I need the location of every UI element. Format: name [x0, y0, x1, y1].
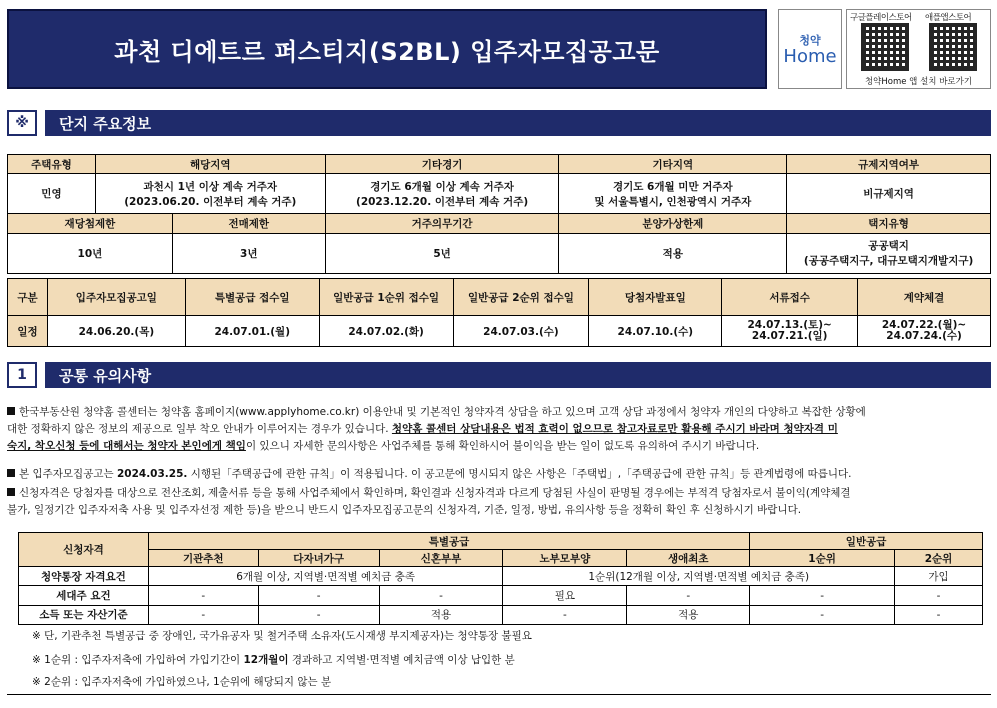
footnote-second-rank: ※ 2순위 : 입주자저축에 가입하였으나, 1순위에 해당되지 않는 분 [32, 676, 332, 688]
info-type: 민영 [8, 174, 96, 214]
sched-winner: 24.07.10.(수) [589, 316, 722, 347]
sched-second: 24.07.03.(수) [453, 316, 589, 347]
info-h-rewin: 재당첨제한 [8, 214, 173, 233]
qual-col-1: 다자녀가구 [258, 550, 379, 567]
qual-col-3: 노부모부양 [503, 550, 627, 567]
cheongyak-home-logo [778, 9, 842, 89]
qual-col-2: 신혼부부 [379, 550, 503, 567]
sched-special: 24.07.01.(월) [185, 316, 319, 347]
qual-cell: 필요 [503, 586, 627, 605]
section-header-common-notes [7, 362, 991, 388]
qual-col-0: 기관추천 [148, 550, 258, 567]
note-eligibility: 신청자격은 당첨자를 대상으로 전산조회, 제출서류 등을 통해 사업주체에서 확인하며, 확인결과 신청자격과 다르게 당첨된 사실이 판명될 경우에는 부적격 당첨자로서 불이익(계약체결 불가, 일정기간 입주자저축 사용 및 입주자선정 제한 등)을 받으니 반드시 입주자모집공고문의 신청자격, 기준, 일정, 방법, 유의사항 등을 정확히 확인 후 신청하시기 바랍니다. [7, 487, 851, 516]
info-residence: 5년 [325, 233, 559, 273]
qual-cell: - [379, 586, 503, 605]
google-play-label: 구글플레이스토어 [850, 13, 912, 23]
complex-info-table [7, 154, 991, 274]
qual-cell: - [503, 605, 627, 624]
qualification-table [18, 532, 983, 625]
qual-cell: - [258, 605, 379, 624]
sched-h-0: 구분 [8, 279, 48, 316]
google-play-qr-icon[interactable] [861, 23, 909, 71]
app-store-label: 애플앱스토어 [925, 13, 972, 23]
schedule-table [7, 278, 991, 347]
qual-row-label: 세대주 요건 [19, 586, 149, 605]
qual-cell: - [895, 586, 983, 605]
sched-first: 24.07.02.(화) [319, 316, 453, 347]
info-region: 과천시 1년 이상 계속 거주자 (2023.06.20. 이전부터 계속 거주) [95, 174, 325, 214]
qr-footer: 청약Home 앱 설치 바로가기 [864, 77, 973, 87]
info-h-other: 기타지역 [559, 155, 787, 174]
qual-cell: - [750, 605, 895, 624]
info-h-resale: 전매제한 [172, 214, 325, 233]
note-rules: 본 입주자모집공고는 2024.03.25. 시행된「주택공급에 관한 규칙」이 적용됩니다. 이 공고문에 명시되지 않은 사항은「주택법」,「주택공급에 관한 규칙」등 관계법령에 따릅니다. [7, 466, 991, 483]
section-header-complex-info [7, 110, 991, 136]
info-h-pricecap: 분양가상한제 [559, 214, 787, 233]
qual-corner: 신청자격 [19, 533, 149, 567]
app-store-qr-icon[interactable] [929, 23, 977, 71]
qual-cell: 1순위(12개월 이상, 지역별·면적별 예치금 충족) [503, 567, 895, 586]
info-h-region: 해당지역 [95, 155, 325, 174]
info-h-landtype: 택지유형 [787, 214, 991, 233]
qual-cell: 6개월 이상, 지역별·면적별 예치금 충족 [148, 567, 503, 586]
info-gyeonggi: 경기도 6개월 이상 계속 거주자 (2023.12.20. 이전부터 계속 거주) [325, 174, 559, 214]
qual-cell: 가입 [895, 567, 983, 586]
note-callcenter: 한국부동산원 청약홈 콜센터는 청약홈 홈페이지(www.applyhome.co.kr) 이용안내 및 기본적인 청약자격 상담을 하고 있으며 고객 상담 과정에서 청약자 개인의 다양하고 복잡한 상황에 대한 정확하지 않은 정보의 제공으로 일부 착오 안내가 이루어지는 경우가 있습니다. 청약홈 콜센터 상담내용은 법적 효력이 없으므로 참고자료로만 활용해 주시기 바라며 청약자격 미 숙지, 착오신청 등에 대해서는 청약자 본인에게 책임이 있으니 자세한 문의사항은 사업주체를 통해 확인하시어 불이익을 받는 일이 없도록 유의하여 주시기 바랍니다. [7, 406, 866, 452]
qual-special: 특별공급 [148, 533, 749, 550]
info-landtype: 공공택지 (공공주택지구, 대규모택지개발지구) [787, 233, 991, 273]
qual-cell: - [750, 586, 895, 605]
sched-h-3: 일반공급 1순위 접수일 [319, 279, 453, 316]
info-regulation: 비규제지역 [787, 174, 991, 214]
info-h-regulation: 규제지역여부 [787, 155, 991, 174]
info-other: 경기도 6개월 미만 거주자 및 서울특별시, 인천광역시 거주자 [559, 174, 787, 214]
footnote-exception: ※ 단, 기관추천 특별공급 중 장애인, 국가유공자 및 철거주택 소유자(도시재생 부지제공자)는 청약통장 불필요 [32, 630, 532, 642]
responsibility-warning: 숙지, 착오신청 등에 대해서는 청약자 본인에게 책임 [7, 440, 246, 452]
qual-row-label: 청약통장 자격요건 [19, 567, 149, 586]
qual-col-6: 2순위 [895, 550, 983, 567]
footnote-first-rank: ※ 1순위 : 입주자저축에 가입하여 가입기간이 12개월이 경과하고 지역별·면적별 예치금액 이상 납입한 분 [32, 654, 515, 666]
logo-line1: 청약 [799, 34, 821, 47]
info-rewin: 10년 [8, 233, 173, 273]
qual-row-label: 소득 또는 자산기준 [19, 605, 149, 624]
qual-col-4: 생애최초 [627, 550, 750, 567]
callcenter-warning: 청약홈 콜센터 상담내용은 법적 효력이 없으므로 참고자료로만 활용해 주시기 바라며 청약자격 미 [391, 423, 838, 435]
sched-row-label: 일정 [8, 316, 48, 347]
sched-h-5: 당첨자발표일 [589, 279, 722, 316]
qual-cell: - [148, 605, 258, 624]
page-title: 과천 디에트르 퍼스티지(S2BL) 입주자모집공고문 [114, 37, 660, 66]
qual-cell: - [148, 586, 258, 605]
info-h-gyeonggi: 기타경기 [325, 155, 559, 174]
qual-cell: - [627, 586, 750, 605]
sched-h-7: 계약체결 [858, 279, 991, 316]
sched-contract: 24.07.22.(월)~ 24.07.24.(수) [858, 316, 991, 347]
title-banner [7, 9, 767, 89]
divider [7, 694, 991, 695]
qual-cell: - [895, 605, 983, 624]
info-resale: 3년 [172, 233, 325, 273]
qual-cell: 적용 [379, 605, 503, 624]
info-h-residence: 거주의무기간 [325, 214, 559, 233]
sched-h-4: 일반공급 2순위 접수일 [453, 279, 589, 316]
section-number: 1 [7, 362, 37, 388]
section-title: 단지 주요정보 [59, 114, 152, 133]
sched-h-6: 서류접수 [722, 279, 858, 316]
sched-docs: 24.07.13.(토)~ 24.07.21.(일) [722, 316, 858, 347]
section-title: 공통 유의사항 [59, 366, 152, 385]
sched-h-2: 특별공급 접수일 [185, 279, 319, 316]
logo-line2: Home [783, 46, 837, 67]
section-mark: ※ [7, 110, 37, 136]
sched-announce: 24.06.20.(목) [47, 316, 185, 347]
info-pricecap: 적용 [559, 233, 787, 273]
sched-h-1: 입주자모집공고일 [47, 279, 185, 316]
qual-general: 일반공급 [750, 533, 983, 550]
qr-panel [846, 9, 991, 89]
qual-cell: 적용 [627, 605, 750, 624]
qual-col-5: 1순위 [750, 550, 895, 567]
info-h-type: 주택유형 [8, 155, 96, 174]
qual-cell: - [258, 586, 379, 605]
